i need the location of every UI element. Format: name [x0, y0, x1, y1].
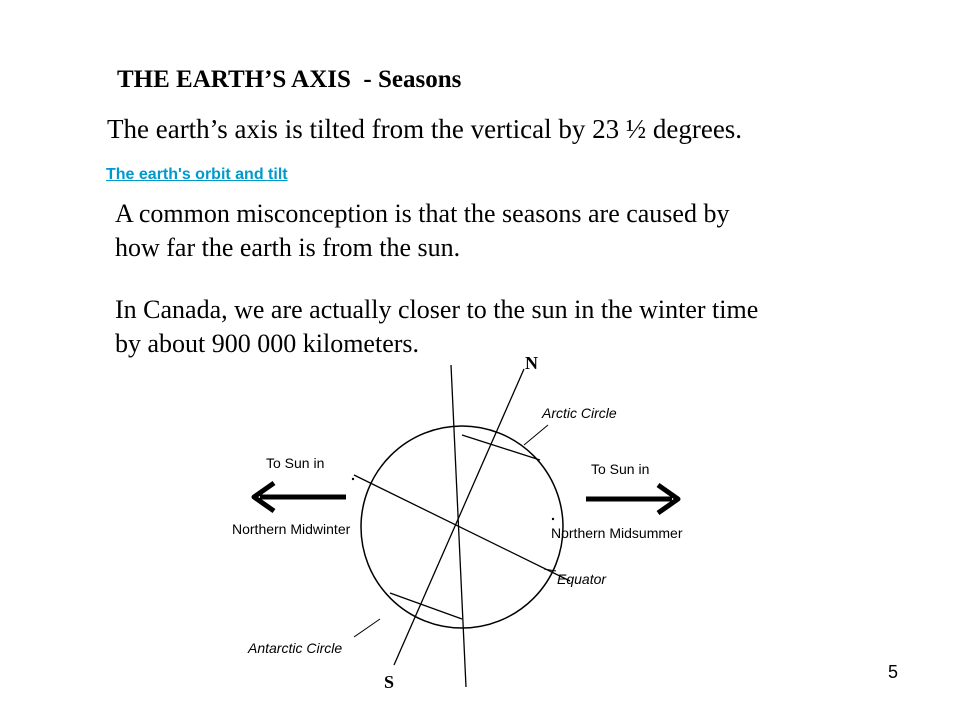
arctic-chord [462, 435, 540, 460]
antarctic-chord [390, 593, 462, 619]
right-dot-mark [552, 518, 554, 520]
canada-paragraph: In Canada, we are actually closer to the sun in the winter time by about 900 000 kilometers. [115, 295, 759, 358]
left-arrow-label-line1: To Sun in [266, 455, 325, 471]
equator-line [354, 475, 570, 581]
arctic-leader [524, 425, 548, 445]
earth-tilt-diagram [230, 347, 710, 707]
slide-title: THE EARTH’S AXIS - Seasons [117, 66, 462, 93]
right-arrow-label-line1: To Sun in [591, 461, 650, 477]
page-number: 5 [888, 662, 899, 682]
tilted-axis [394, 369, 524, 665]
arctic-circle-label: Arctic Circle [542, 405, 617, 421]
antarctic-circle-label: Antarctic Circle [248, 640, 343, 656]
south-pole-label: S [384, 672, 395, 692]
antarctic-leader [354, 619, 380, 637]
north-pole-label: N [525, 353, 538, 373]
right-arrow-label-line2: Northern Midsummer [551, 525, 683, 541]
slide-subtitle: The earth’s axis is tilted from the vertical by 23 ½ degrees. [107, 114, 743, 144]
left-arrow-label-line2: Northern Midwinter [232, 521, 351, 537]
misconception-paragraph: A common misconception is that the seasons are caused by how far the earth is from the sun. [115, 199, 730, 262]
orbit-tilt-link[interactable]: The earth's orbit and tilt [106, 166, 288, 183]
left-dot-mark [352, 478, 354, 480]
equator-label: Equator [557, 571, 607, 587]
